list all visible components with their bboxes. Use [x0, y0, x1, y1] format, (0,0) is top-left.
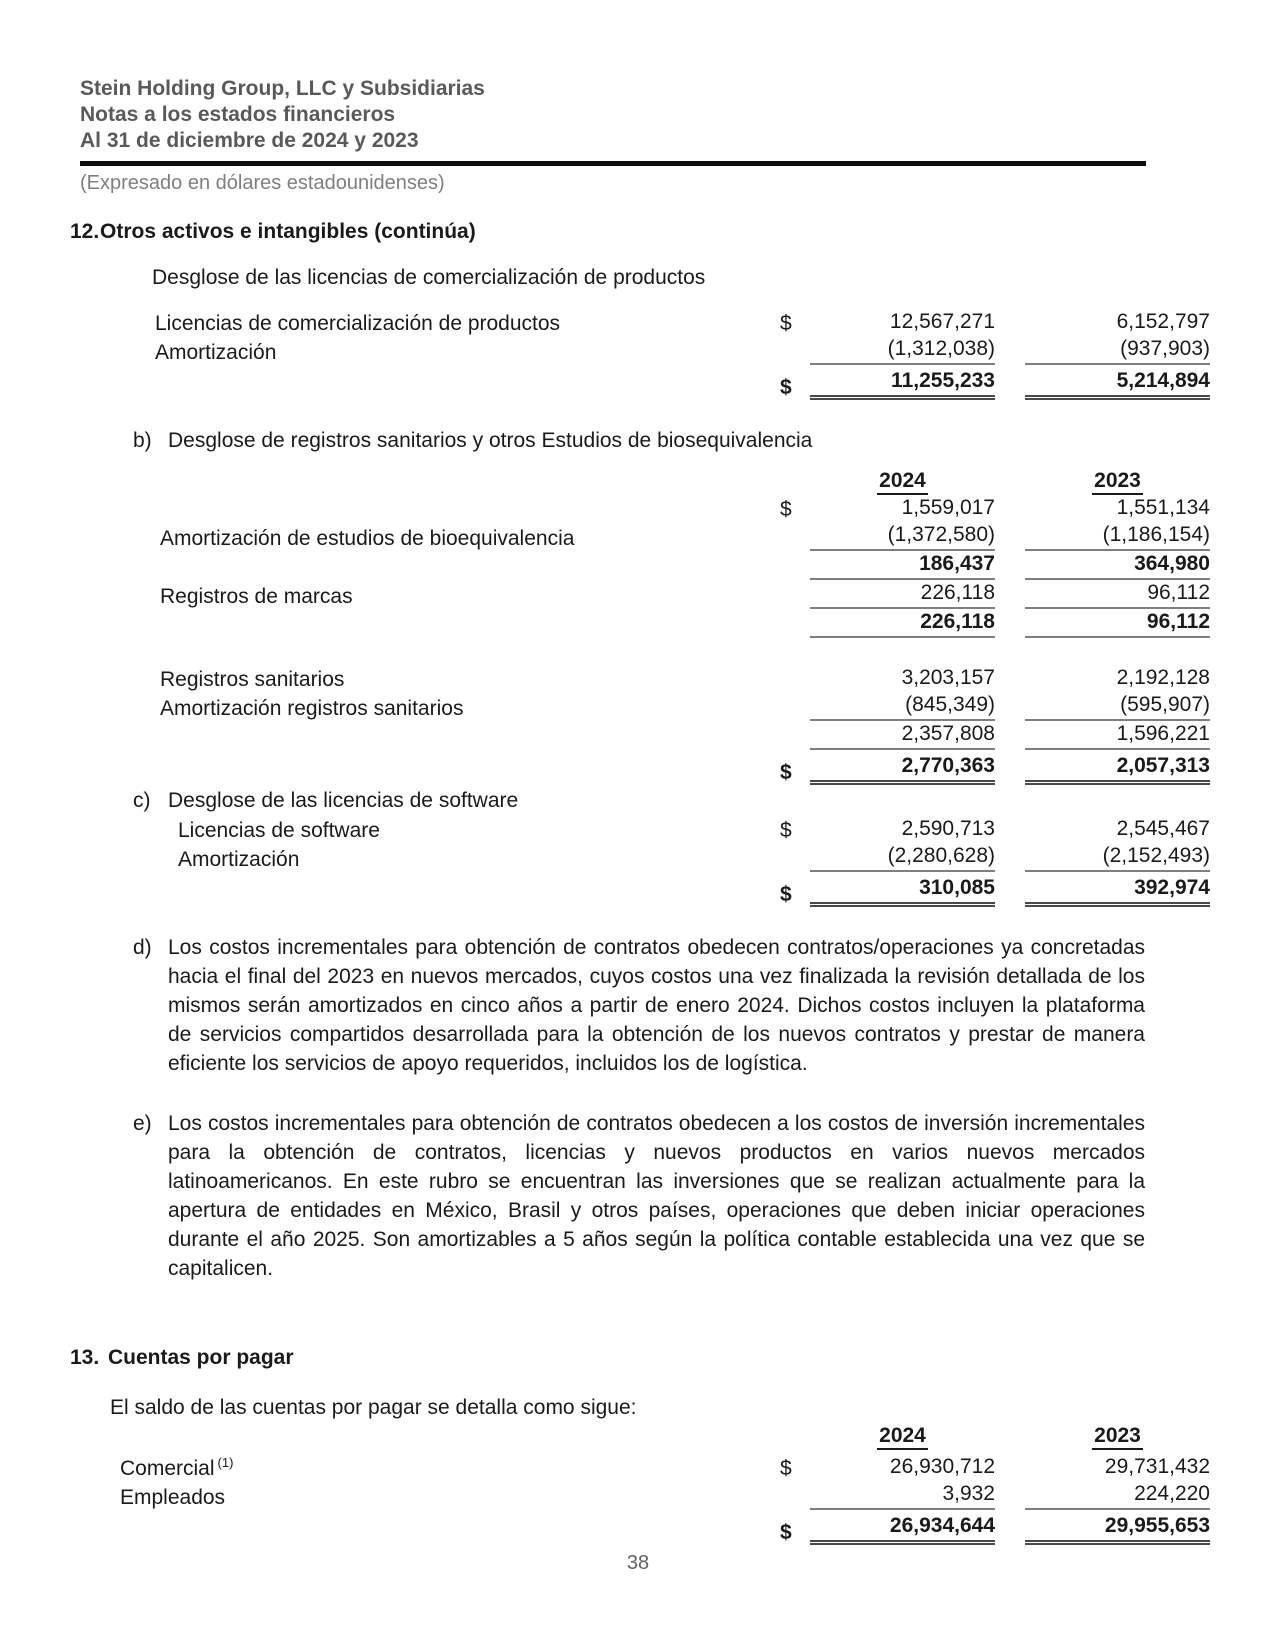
footnote-reference: (1)	[217, 1455, 234, 1470]
value-2024: (1,312,038)	[810, 336, 995, 365]
row-label: Registros sanitarios	[160, 668, 345, 691]
section-number: 12.	[70, 220, 100, 243]
table-row	[160, 721, 1210, 750]
table-row	[178, 843, 1210, 872]
header-rule	[80, 161, 1146, 166]
year-column-2024	[810, 468, 995, 495]
table-row	[155, 309, 1210, 336]
value-2024: 12,567,271	[889, 310, 995, 333]
table-total-row	[178, 875, 1210, 907]
row-label: Licencias de software	[178, 819, 380, 842]
table-row	[160, 665, 1210, 692]
total-2023: 392,974	[1025, 875, 1210, 907]
company-name: Stein Holding Group, LLC y Subsidiarias	[80, 77, 485, 100]
section-12-heading	[70, 219, 1210, 245]
value-2023: 96,112	[1025, 580, 1210, 609]
row-label: Registros de marcas	[160, 585, 353, 608]
subtotal-2024: 186,437	[810, 551, 995, 580]
value-2024: (845,349)	[810, 692, 995, 721]
total-2024: 2,770,363	[810, 753, 995, 785]
currency-note: (Expresado en dólares estadounidenses)	[80, 172, 445, 194]
year-column-2023	[1025, 1423, 1210, 1450]
item-marker: b)	[133, 429, 152, 452]
header-subtitle-2: Al 31 de diciembre de 2024 y 2023	[80, 129, 419, 152]
item-c-heading	[133, 788, 1210, 814]
table-total-row	[155, 368, 1210, 400]
subtotal-2024: 226,118	[810, 609, 995, 638]
value-2024: 2,590,713	[901, 817, 995, 840]
table-row	[160, 580, 1210, 609]
licencias-software-table	[178, 816, 1210, 907]
item-e-paragraph	[133, 1109, 1145, 1283]
section-12-intro: Desglose de las licencias de comercialización de productos	[152, 266, 706, 289]
registros-sanitarios-table	[160, 468, 1210, 785]
total-2024: 11,255,233	[810, 368, 995, 400]
cuentas-por-pagar-table	[120, 1423, 1210, 1545]
row-label: Amortización	[178, 848, 300, 871]
paragraph-text: Los costos incrementales para obtención de contratos obedecen contratos/operaciones ya concretadas hacia el final del 2023 en nuevos mercados, cuyos costos una vez finalizada la revisión detallada de los mismos serán amortizados en cinco años a partir de enero 2024. Dichos costos incluyen la plataforma de servicios compartidos desarrollada para la obtención de los nuevos contratos y prestar de manera eficiente los servicios de apoyo requeridos, incluidos los de logística.	[168, 936, 1145, 1075]
table-total-row	[120, 1513, 1210, 1545]
total-2024: 310,085	[810, 875, 995, 907]
table-row	[155, 336, 1210, 365]
value-2023: 6,152,797	[1116, 310, 1210, 333]
total-2023: 2,057,313	[1025, 753, 1210, 785]
currency-symbol: $	[780, 498, 792, 521]
licencias-comercializacion-table	[155, 309, 1210, 400]
paragraph-text: Los costos incrementales para obtención de contratos obedecen a los costos de inversión incrementales para la obtención de contratos, licencias y nuevos productos en varios nuevos mercados latinoamericanos. En este rubro se encuentran las inversiones que se realizan actualmente para la apertura de entidades en México, Brasil y otros países, operaciones que deben iniciar operaciones durante el año 2025. Son amortizables a 5 años según la política contable establecida una vez que se capitalicen.	[168, 1112, 1145, 1280]
value-2024: (2,280,628)	[810, 843, 995, 872]
row-label: Licencias de comercialización de productos	[155, 312, 561, 335]
year-header-row	[160, 468, 1210, 495]
table-row	[120, 1481, 1210, 1510]
value-2023: (937,903)	[1025, 336, 1210, 365]
currency-symbol: $	[780, 1521, 792, 1544]
item-b-heading	[133, 428, 1210, 454]
value-2023: (595,907)	[1025, 692, 1210, 721]
value-2023: 29,731,432	[1104, 1455, 1210, 1478]
table-row	[160, 692, 1210, 721]
currency-symbol: $	[780, 376, 792, 399]
value-2024: 2,357,808	[810, 721, 995, 750]
total-2024: 26,934,644	[810, 1513, 995, 1545]
year-column-2024	[810, 1423, 995, 1450]
section-title: Cuentas por pagar	[108, 1346, 294, 1369]
value-2024: 1,559,017	[901, 496, 995, 519]
value-2024: 226,118	[810, 580, 995, 609]
column-header-2024: 2024	[877, 1424, 928, 1450]
value-2023: 224,220	[1025, 1481, 1210, 1510]
item-d-paragraph	[133, 933, 1145, 1078]
total-2023: 29,955,653	[1025, 1513, 1210, 1545]
currency-symbol: $	[780, 819, 792, 842]
subtotal-2023: 364,980	[1025, 551, 1210, 580]
item-marker: d)	[133, 936, 152, 959]
value-2023: (2,152,493)	[1025, 843, 1210, 872]
value-2023: 1,551,134	[1116, 496, 1210, 519]
value-2023: 1,596,221	[1025, 721, 1210, 750]
row-label: Amortización registros sanitarios	[160, 697, 464, 720]
table-subtotal-row	[160, 551, 1210, 580]
value-2023: 2,545,467	[1116, 817, 1210, 840]
table-total-row	[160, 753, 1210, 785]
item-title: Desglose de las licencias de software	[168, 789, 519, 812]
row-label: Empleados	[120, 1486, 226, 1509]
item-title: Desglose de registros sanitarios y otros Estudios de biosequivalencia	[168, 429, 813, 452]
column-header-2024: 2024	[877, 469, 928, 495]
table-row	[160, 495, 1210, 522]
table-subtotal-row	[160, 609, 1210, 638]
table-row	[120, 1450, 1210, 1481]
table-spacer	[160, 638, 1210, 665]
currency-symbol: $	[780, 761, 792, 784]
item-marker: e)	[133, 1112, 152, 1135]
value-2023: 2,192,128	[1116, 666, 1210, 689]
total-2023: 5,214,894	[1025, 368, 1210, 400]
value-2023: (1,186,154)	[1025, 522, 1210, 551]
year-header-row	[120, 1423, 1210, 1450]
value-2024: 3,203,157	[901, 666, 995, 689]
value-2024: 3,932	[810, 1481, 995, 1510]
section-title: Otros activos e intangibles (continúa)	[100, 220, 476, 243]
row-label: Amortización de estudios de bioequivalencia	[160, 527, 575, 550]
section-13-intro: El saldo de las cuentas por pagar se detalla como sigue:	[110, 1396, 637, 1419]
section-13-heading	[70, 1345, 1210, 1371]
currency-symbol: $	[780, 312, 792, 335]
table-row	[178, 816, 1210, 843]
value-2024: 26,930,712	[889, 1455, 995, 1478]
section-number: 13.	[70, 1346, 100, 1369]
value-2024: (1,372,580)	[810, 522, 995, 551]
document-header	[80, 76, 1210, 195]
currency-symbol: $	[780, 1457, 792, 1480]
header-subtitle-1: Notas a los estados financieros	[80, 103, 396, 126]
column-header-2023: 2023	[1092, 469, 1143, 495]
table-row	[160, 522, 1210, 551]
row-label: Comercial $^{(1)}$	[120, 1455, 234, 1480]
item-marker: c)	[133, 789, 151, 812]
page-number: 38	[626, 1552, 650, 1574]
column-header-2023: 2023	[1092, 1424, 1143, 1450]
year-column-2023	[1025, 468, 1210, 495]
currency-symbol: $	[780, 883, 792, 906]
subtotal-2023: 96,112	[1025, 609, 1210, 638]
row-label: Amortización	[155, 341, 277, 364]
